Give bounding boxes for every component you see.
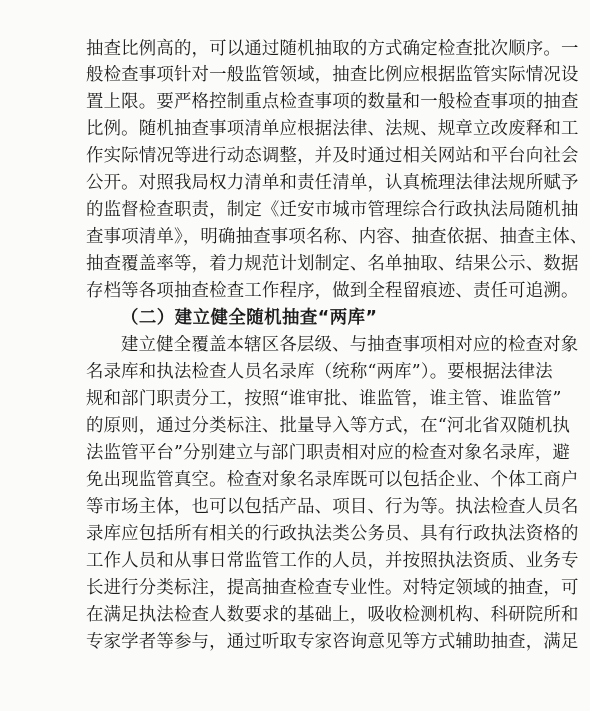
- paragraph-line: 规和部门职责分工，按照“谁审批、谁监管，谁主管、谁监管”: [86, 389, 562, 409]
- paragraph-line: 般检查事项针对一般监管领域，抽查比例应根据监管实际情况设: [86, 65, 579, 85]
- paragraph-line: 在满足执法检查人数要求的基础上，吸收检测机构、科研院所和: [86, 605, 579, 625]
- paragraph-line: 的原则，通过分类标注、批量导入等方式，在“河北省双随机执: [86, 416, 571, 436]
- paragraph-line: 法监管平台”分别建立与部门职责相对应的检查对象名录库，避: [86, 443, 571, 463]
- paragraph-line: 比例。随机抽查事项清单应根据法律、法规、规章立改废释和工: [86, 119, 579, 139]
- paragraph-line: 等市场主体，也可以包括产品、项目、行为等。执法检查人员名: [86, 497, 579, 517]
- paragraph-line: 免出现监管真空。检查对象名录库既可以包括企业、个体工商户: [86, 470, 579, 490]
- paragraph-line: 作实际情况等进行动态调整，并及时通过相关网站和平台向社会: [86, 146, 579, 166]
- paragraph-line: 置上限。要严格控制重点检查事项的数量和一般检查事项的抽查: [86, 92, 579, 112]
- section-heading: （二）建立健全随机抽查“两库”: [121, 308, 378, 328]
- paragraph-line: 专家学者等参与，通过听取专家咨询意见等方式辅助抽查，满足: [86, 632, 579, 652]
- paragraph-line: 名录库和执法检查人员名录库（统称“两库”）。要根据法律法: [86, 362, 553, 382]
- paragraph-line: 存档等各项抽查检查工作程序，做到全程留痕迹、责任可追溯。: [86, 281, 579, 301]
- paragraph-line: 查事项清单》，明确抽查事项名称、内容、抽查依据、抽查主体、: [86, 227, 588, 247]
- paragraph-line: 的监督检查职责，制定《迁安市城市管理综合行政执法局随机抽: [86, 200, 579, 220]
- paragraph-line: 抽查比例高的，可以通过随机抽取的方式确定检查批次顺序。一: [86, 39, 579, 59]
- paragraph-line: 长进行分类标注，提高抽查检查专业性。对特定领域的抽查，可: [86, 578, 579, 598]
- paragraph-line: 建立健全覆盖本辖区各层级、与抽查事项相对应的检查对象: [121, 335, 579, 355]
- paragraph-line: 抽查覆盖率等，着力规范计划制定、名单抽取、结果公示、数据: [86, 254, 579, 274]
- paragraph-line: 公开。对照我局权力清单和责任清单，认真梳理法律法规所赋予: [86, 173, 579, 193]
- paragraph-line: 录库应包括所有相关的行政执法类公务员、具有行政执法资格的: [86, 524, 579, 544]
- paragraph-line: 工作人员和从事日常监管工作的人员，并按照执法资质、业务专: [86, 551, 579, 571]
